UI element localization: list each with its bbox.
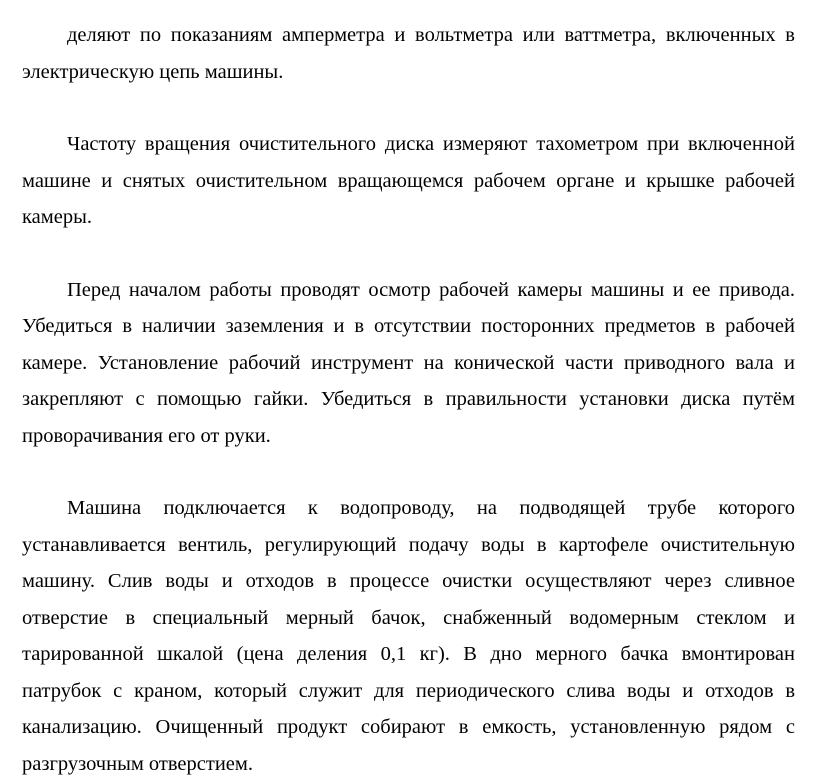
paragraph-water-connection: Машина подключается к водопроводу, на подводящей трубе которого устанавливается вентиль, регулирующий подачу воды в картофеле очистительную машину. Слив воды и отходов в процессе очистки осуществляют через сливное отверстие в специальный мерный бачок, снабженный водомерным стеклом и тарированной шкалой (цена деления 0,1 кг). В дно мерного бачка вмонтирован патрубок с краном, который служит для периодического слива воды и отходов в канализацию. Очищенный продукт собирают в емкость, установленную рядом с разгрузочным отверстием. — [22, 497, 795, 775]
paragraph-pre-start-inspection: Перед началом работы проводят осмотр рабочей камеры машины и ее привода. Убедиться в наличии заземления и в отсутствии посторонних предметов в рабочей камере. Установление рабочий инструмент на конической части приводного вала и закрепляют с помощью гайки. Убедиться в правильности установки диска путём проворачивания его от руки. — [22, 278, 795, 447]
paragraph-rotation-speed: Частоту вращения очистительного диска измеряют тахометром при включенной машине и снятых очистительном вращающемся рабочем органе и крышке рабочей камеры. — [22, 133, 795, 228]
paragraph-continued: деляют по показаниям амперметра и вольтметра или ваттметра, включенных в электрическую цепь машины. — [22, 24, 795, 83]
